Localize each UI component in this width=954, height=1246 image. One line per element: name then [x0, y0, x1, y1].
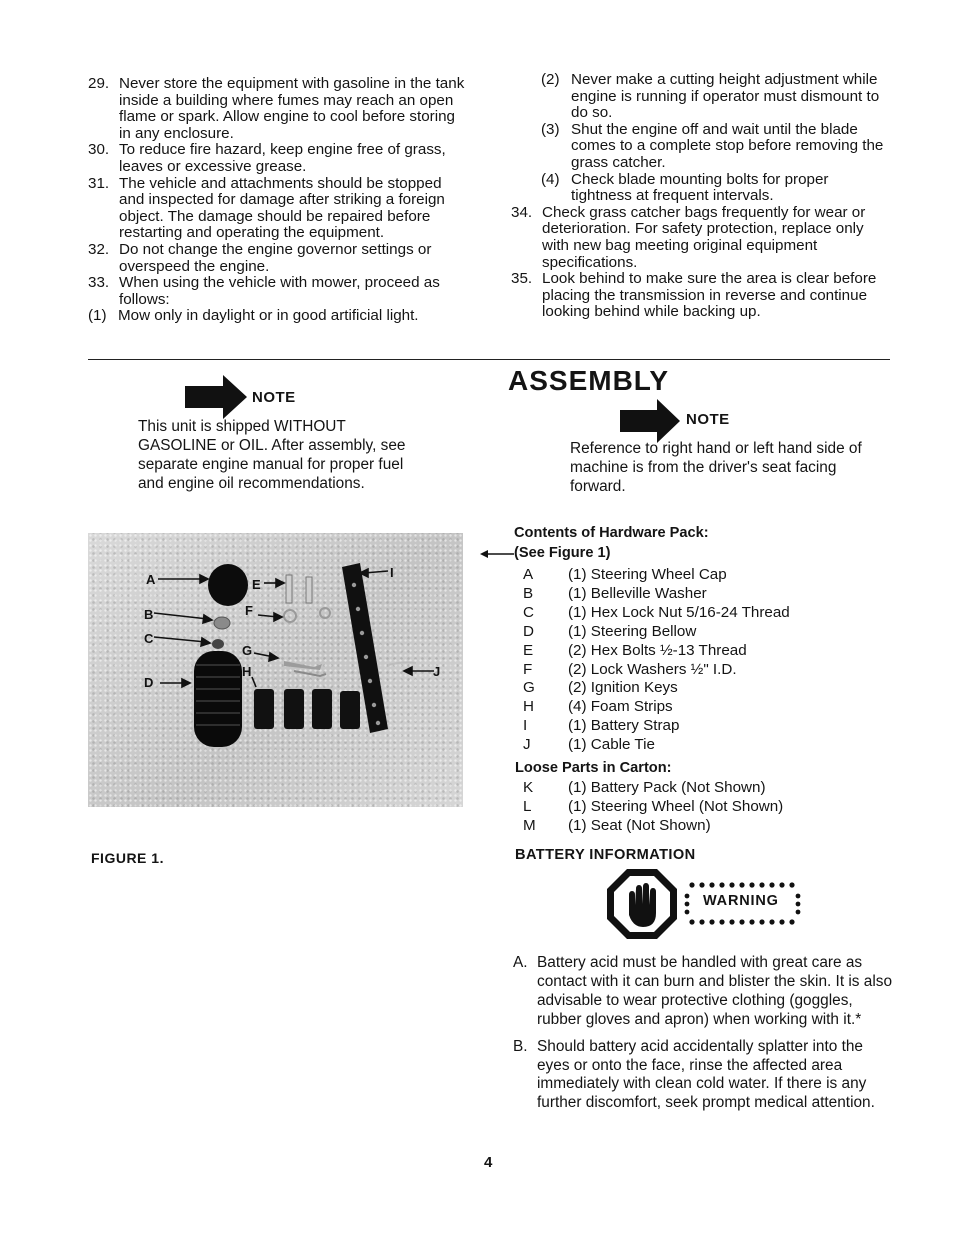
safety-subitem-4: (4) Check blade mounting bolts for proper tightness at frequent intervals.: [541, 170, 829, 205]
list-item: I (1) Battery Strap: [523, 717, 680, 735]
photo-label-e: E: [252, 577, 261, 592]
see-figure-ref: (See Figure 1): [514, 545, 611, 561]
safety-subitem-3: (3) Shut the engine off and wait until the blade comes to a complete stop before removing the grass catcher.: [541, 120, 884, 171]
list-item: A (1) Steering Wheel Cap: [523, 566, 727, 583]
list-item: B (1) Belleville Washer: [523, 584, 707, 602]
safety-item-35: 35. Look behind to make sure the area is clear before placing the transmission in reverse and continue looking behind while backing up.: [511, 270, 877, 321]
photo-label-j: J: [433, 664, 441, 679]
safety-list-right: [511, 72, 891, 321]
stop-hand-icon: [605, 867, 679, 941]
safety-subitem-2: (2) Never make a cutting height adjustment while engine is running if operator must dismount to do so.: [541, 71, 880, 122]
list-item: C (1) Hex Lock Nut 5/16-24 Thread: [523, 603, 790, 621]
figure-caption: FIGURE 1.: [91, 850, 164, 866]
note-heading-left: NOTE: [252, 389, 296, 406]
battery-heading: BATTERY INFORMATION: [515, 847, 696, 863]
safety-item-31: 31. The vehicle and attachments should be stopped and inspected for damage after striking a foreign object. The damage should be repaired before restarting and operating the equipment.: [88, 174, 445, 242]
loose-parts-list: [523, 779, 853, 836]
warning-list: [513, 954, 893, 1121]
photo-label-h: H: [242, 664, 252, 679]
loose-parts-heading: Loose Parts in Carton:: [515, 760, 672, 776]
photo-label-g: G: [242, 643, 253, 658]
warning-label: WARNING: [703, 893, 779, 909]
hardware-photo: [88, 533, 463, 807]
photo-label-f: F: [245, 603, 253, 618]
safety-subitem-1: (1) Mow only in daylight or in good artificial light.: [88, 307, 419, 325]
warning-item-a: A. Battery acid must be handled with great care as contact with it can burn and blister the skin. It is also advisable to wear protective clothing (goggles, rubber gloves and apron) when working with it.*: [513, 954, 893, 1028]
note-heading-right: NOTE: [686, 411, 730, 428]
list-item: K (1) Battery Pack (Not Shown): [523, 779, 766, 796]
photo-label-a: A: [146, 572, 156, 587]
warning-item-b: B. Should battery acid accidentally splatter into the eyes or onto the face, rinse the affected area immediately with clean cold water. If there is any further discomfort, seek prompt medical attention.: [513, 1037, 875, 1112]
safety-list-left: [88, 76, 468, 325]
photo-label-c: C: [144, 631, 154, 646]
note-arrow-icon: [185, 375, 247, 419]
list-item: H (4) Foam Strips: [523, 698, 673, 716]
note-arrow-icon: [620, 399, 680, 443]
list-item: J (1) Cable Tie: [523, 736, 655, 754]
list-item: E (2) Hex Bolts ½-13 Thread: [523, 641, 747, 659]
list-item: L (1) Steering Wheel (Not Shown): [523, 797, 784, 815]
list-item: F (2) Lock Washers ½" I.D.: [523, 660, 737, 678]
page-number: 4: [484, 1154, 493, 1171]
note-text-right: Reference to right hand or left hand side of machine is from the driver's seat facing forward.: [570, 440, 862, 495]
list-item: G (2) Ignition Keys: [523, 679, 678, 697]
section-divider: [88, 359, 890, 360]
photo-label-d: D: [144, 675, 154, 690]
assembly-title: ASSEMBLY: [508, 365, 670, 396]
safety-item-32: 32. Do not change the engine governor settings or overspeed the engine.: [88, 240, 432, 275]
hardware-parts-illustration: [88, 533, 463, 807]
list-item: M (1) Seat (Not Shown): [523, 816, 711, 834]
hardware-list: [523, 566, 853, 755]
safety-item-29: 29. Never store the equipment with gasoline in the tank inside a building where fumes may reach an open flame or spark. Allow engine to cool before storing in any enclosure.: [88, 75, 465, 142]
safety-item-30: 30. To reduce fire hazard, keep engine free of grass, leaves or excessive grease.: [88, 141, 446, 175]
safety-item-33: 33. When using the vehicle with mower, proceed as follows:: [88, 274, 440, 308]
arrow-left-icon: [480, 549, 514, 559]
photo-label-i: I: [390, 565, 394, 580]
safety-item-34: 34. Check grass catcher bags frequently for wear or deterioration. For safety protection, replace only with new bag meeting original equipment specifications.: [511, 203, 866, 271]
hardware-heading: Contents of Hardware Pack:: [514, 525, 709, 541]
list-item: D (1) Steering Bellow: [523, 622, 697, 640]
note-text-left: This unit is shipped WITHOUT GASOLINE or OIL. After assembly, see separate engine manual for proper fuel and engine oil recommendations.: [138, 418, 406, 492]
photo-label-b: B: [144, 607, 154, 622]
